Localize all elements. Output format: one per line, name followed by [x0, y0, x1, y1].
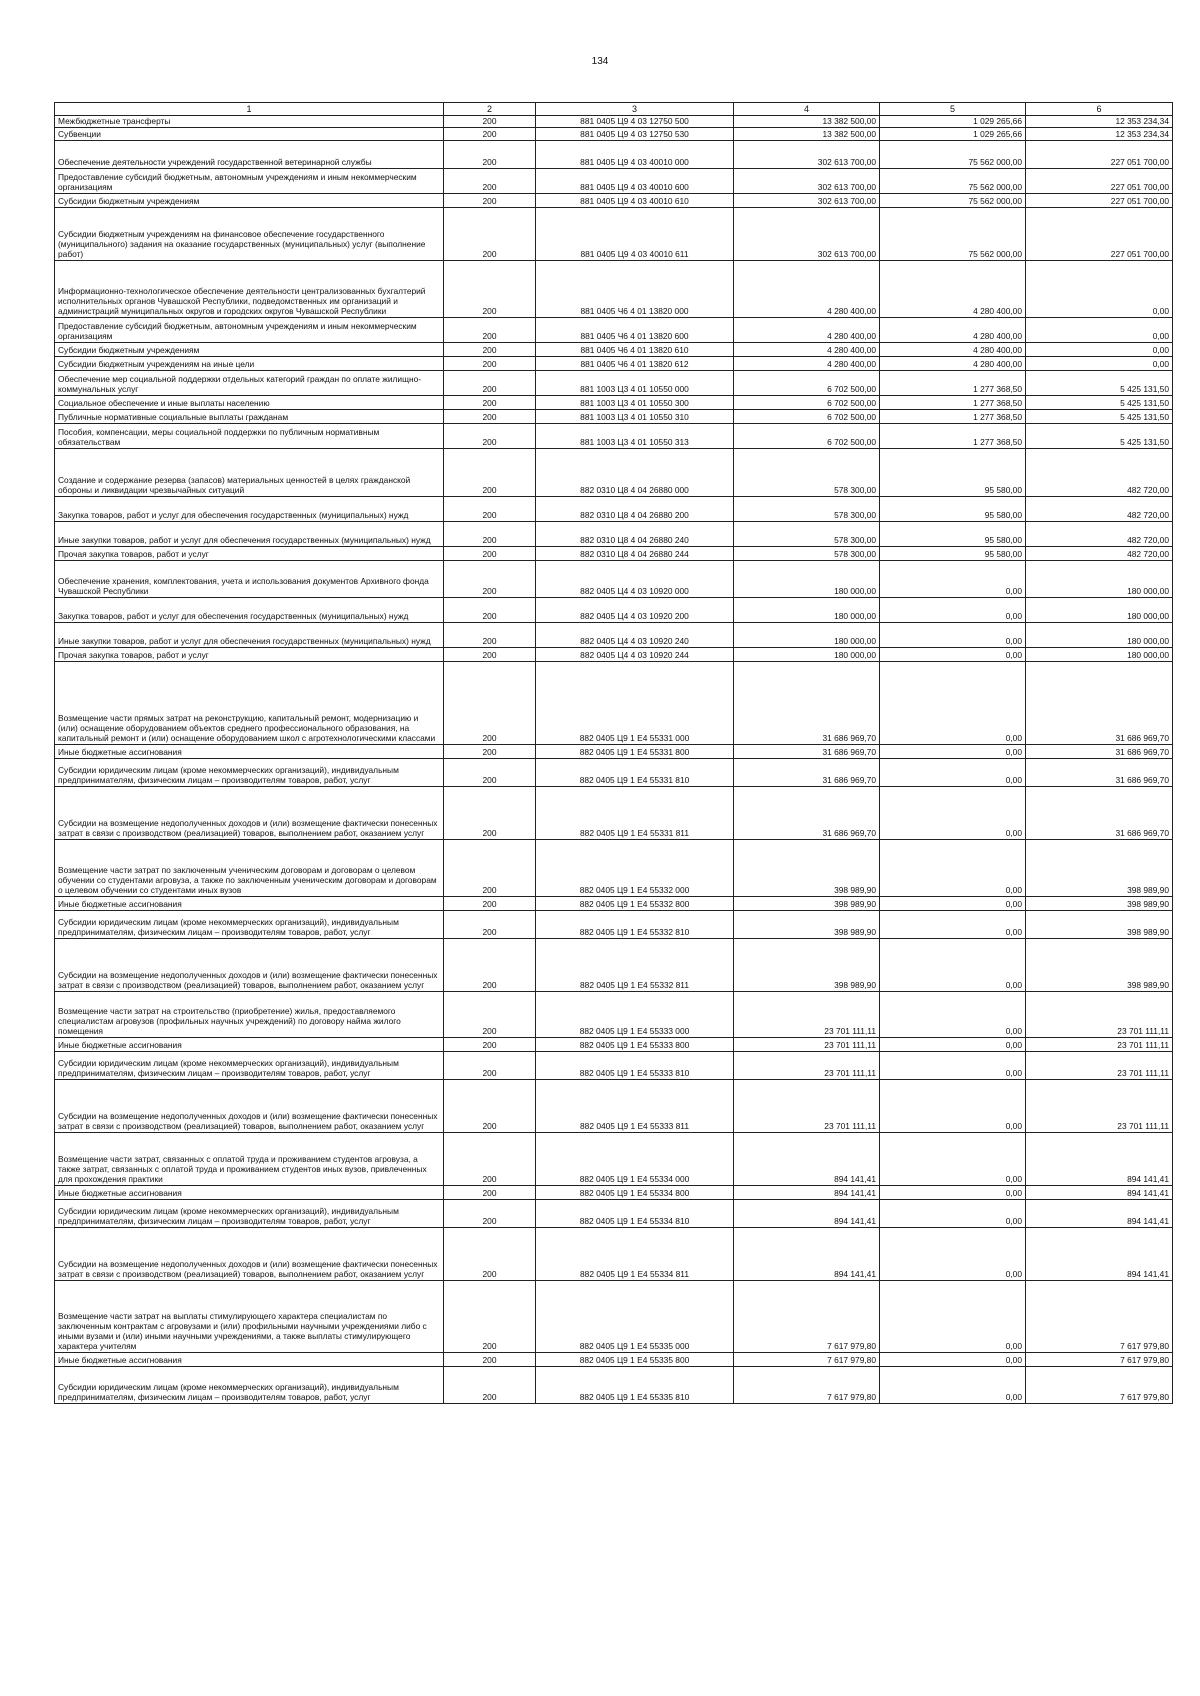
- budget-classification-code: 882 0405 Ц9 1 E4 55333 810: [536, 1052, 734, 1080]
- item-name: Субсидии на возмещение недополученных доходов и (или) возмещение фактически понесенных затрат в связи с производством (реализацией) товаров, выполнением работ, оказанием услуг: [55, 939, 444, 992]
- budget-classification-code: 881 1003 Ц3 4 01 10550 313: [536, 424, 734, 449]
- item-name: Прочая закупка товаров, работ и услуг: [55, 648, 444, 662]
- item-name: Субсидии юридическим лицам (кроме некоммерческих организаций), индивидуальным предпринимателям, физическим лицам – производителям товаров, работ, услуг: [55, 1052, 444, 1080]
- table-row: [55, 424, 1173, 449]
- budget-classification-code: 882 0310 Ц8 4 04 26880 000: [536, 449, 734, 497]
- approved-amount: 180 000,00: [734, 598, 880, 623]
- line-code: 200: [444, 1353, 536, 1367]
- budget-classification-code: 881 0405 Ц9 4 03 40010 611: [536, 208, 734, 261]
- unexecuted-amount: 894 141,41: [1026, 1133, 1173, 1186]
- table-row: [55, 318, 1173, 343]
- executed-amount: 4 280 400,00: [880, 261, 1026, 318]
- executed-amount: 0,00: [880, 992, 1026, 1038]
- budget-classification-code: 882 0405 Ц9 1 E4 55331 810: [536, 759, 734, 787]
- column-number: 2: [444, 103, 536, 116]
- unexecuted-amount: 482 720,00: [1026, 522, 1173, 547]
- approved-amount: 7 617 979,80: [734, 1281, 880, 1353]
- item-name: Возмещение части затрат по заключенным ученическим договорам и договорам о целевом обучении со студентами агровуза, а также по заключенным ученическим договорам и договорам о целевом обучении со студентами иных вузов: [55, 840, 444, 897]
- executed-amount: 0,00: [880, 1052, 1026, 1080]
- executed-amount: 0,00: [880, 911, 1026, 939]
- item-name: Субсидии юридическим лицам (кроме некоммерческих организаций), индивидуальным предпринимателям, физическим лицам – производителям товаров, работ, услуг: [55, 1367, 444, 1404]
- budget-classification-code: 882 0405 Ц4 4 03 10920 200: [536, 598, 734, 623]
- budget-classification-code: 882 0405 Ц9 1 E4 55333 811: [536, 1080, 734, 1133]
- item-name: Субсидии на возмещение недополученных доходов и (или) возмещение фактически понесенных затрат в связи с производством (реализацией) товаров, выполнением работ, оказанием услуг: [55, 1228, 444, 1281]
- unexecuted-amount: 23 701 111,11: [1026, 1038, 1173, 1052]
- executed-amount: 0,00: [880, 939, 1026, 992]
- item-name: Прочая закупка товаров, работ и услуг: [55, 547, 444, 561]
- unexecuted-amount: 894 141,41: [1026, 1228, 1173, 1281]
- table-row: [55, 648, 1173, 662]
- line-code: 200: [444, 410, 536, 424]
- executed-amount: 0,00: [880, 1367, 1026, 1404]
- budget-classification-code: 881 1003 Ц3 4 01 10550 000: [536, 371, 734, 396]
- line-code: 200: [444, 1200, 536, 1228]
- budget-classification-code: 882 0405 Ц9 1 E4 55334 810: [536, 1200, 734, 1228]
- item-name: Иные закупки товаров, работ и услуг для обеспечения государственных (муниципальных) нужд: [55, 522, 444, 547]
- executed-amount: 95 580,00: [880, 547, 1026, 561]
- table-row: [55, 1186, 1173, 1200]
- column-number: 6: [1026, 103, 1173, 116]
- executed-amount: 4 280 400,00: [880, 318, 1026, 343]
- table-row: [55, 128, 1173, 141]
- line-code: 200: [444, 1052, 536, 1080]
- item-name: Межбюджетные трансферты: [55, 116, 444, 128]
- approved-amount: 578 300,00: [734, 522, 880, 547]
- budget-classification-code: 881 1003 Ц3 4 01 10550 300: [536, 396, 734, 410]
- approved-amount: 894 141,41: [734, 1228, 880, 1281]
- column-number: 5: [880, 103, 1026, 116]
- approved-amount: 31 686 969,70: [734, 662, 880, 745]
- executed-amount: 75 562 000,00: [880, 141, 1026, 169]
- table-row: [55, 141, 1173, 169]
- approved-amount: 894 141,41: [734, 1200, 880, 1228]
- unexecuted-amount: 0,00: [1026, 343, 1173, 357]
- executed-amount: 0,00: [880, 598, 1026, 623]
- budget-classification-code: 882 0310 Ц8 4 04 26880 200: [536, 497, 734, 522]
- budget-classification-code: 882 0405 Ц9 1 E4 55332 800: [536, 897, 734, 911]
- budget-classification-code: 882 0310 Ц8 4 04 26880 240: [536, 522, 734, 547]
- executed-amount: 4 280 400,00: [880, 357, 1026, 371]
- item-name: Возмещение части прямых затрат на реконструкцию, капитальный ремонт, модернизацию и (или) оснащение оборудованием объектов среднего профессионального образования, на капитальный ремонт и (или) оснащение оборудованием школ с агротехнологическими классами: [55, 662, 444, 745]
- line-code: 200: [444, 449, 536, 497]
- budget-classification-code: 881 0405 Ч6 4 01 13820 000: [536, 261, 734, 318]
- table-row: [55, 371, 1173, 396]
- unexecuted-amount: 5 425 131,50: [1026, 410, 1173, 424]
- table-row: [55, 261, 1173, 318]
- line-code: 200: [444, 194, 536, 208]
- line-code: 200: [444, 911, 536, 939]
- item-name: Иные бюджетные ассигнования: [55, 897, 444, 911]
- line-code: 200: [444, 1367, 536, 1404]
- table-row: [55, 169, 1173, 194]
- executed-amount: 1 029 265,66: [880, 116, 1026, 128]
- unexecuted-amount: 482 720,00: [1026, 547, 1173, 561]
- item-name: Субсидии бюджетным учреждениям: [55, 194, 444, 208]
- line-code: 200: [444, 396, 536, 410]
- unexecuted-amount: 180 000,00: [1026, 598, 1173, 623]
- executed-amount: 1 277 368,50: [880, 424, 1026, 449]
- budget-classification-code: 881 0405 Ч6 4 01 13820 610: [536, 343, 734, 357]
- item-name: Возмещение части затрат на строительство (приобретение) жилья, предоставляемого специалистам агровузов (профильных научных учреждений) по договору найма жилого помещения: [55, 992, 444, 1038]
- line-code: 200: [444, 648, 536, 662]
- executed-amount: 0,00: [880, 840, 1026, 897]
- table-row: [55, 208, 1173, 261]
- unexecuted-amount: 23 701 111,11: [1026, 1052, 1173, 1080]
- budget-classification-code: 882 0405 Ц4 4 03 10920 240: [536, 623, 734, 648]
- line-code: 200: [444, 623, 536, 648]
- item-name: Субсидии на возмещение недополученных доходов и (или) возмещение фактически понесенных затрат в связи с производством (реализацией) товаров, выполнением работ, оказанием услуг: [55, 1080, 444, 1133]
- line-code: 200: [444, 424, 536, 449]
- item-name: Предоставление субсидий бюджетным, автономным учреждениям и иным некоммерческим организациям: [55, 169, 444, 194]
- executed-amount: 0,00: [880, 1080, 1026, 1133]
- line-code: 200: [444, 598, 536, 623]
- approved-amount: 7 617 979,80: [734, 1353, 880, 1367]
- line-code: 200: [444, 787, 536, 840]
- item-name: Субвенции: [55, 128, 444, 141]
- unexecuted-amount: 7 617 979,80: [1026, 1353, 1173, 1367]
- executed-amount: 0,00: [880, 648, 1026, 662]
- executed-amount: 95 580,00: [880, 497, 1026, 522]
- item-name: Обеспечение хранения, комплектования, учета и использования документов Архивного фонда Чувашской Республики: [55, 561, 444, 598]
- column-number: 3: [536, 103, 734, 116]
- unexecuted-amount: 482 720,00: [1026, 449, 1173, 497]
- executed-amount: 1 277 368,50: [880, 410, 1026, 424]
- approved-amount: 31 686 969,70: [734, 745, 880, 759]
- item-name: Иные бюджетные ассигнования: [55, 745, 444, 759]
- table-row: [55, 547, 1173, 561]
- item-name: Иные бюджетные ассигнования: [55, 1038, 444, 1052]
- table-row: [55, 662, 1173, 745]
- line-code: 200: [444, 169, 536, 194]
- table-row: [55, 497, 1173, 522]
- executed-amount: 0,00: [880, 1186, 1026, 1200]
- approved-amount: 4 280 400,00: [734, 261, 880, 318]
- table-row: [55, 911, 1173, 939]
- line-code: 200: [444, 992, 536, 1038]
- line-code: 200: [444, 1281, 536, 1353]
- executed-amount: 0,00: [880, 1038, 1026, 1052]
- unexecuted-amount: 5 425 131,50: [1026, 424, 1173, 449]
- budget-classification-code: 882 0405 Ц9 1 E4 55331 811: [536, 787, 734, 840]
- budget-classification-code: 881 0405 Ч6 4 01 13820 612: [536, 357, 734, 371]
- table-row: [55, 1133, 1173, 1186]
- table-row: [55, 194, 1173, 208]
- executed-amount: 4 280 400,00: [880, 343, 1026, 357]
- approved-amount: 398 989,90: [734, 939, 880, 992]
- item-name: Социальное обеспечение и иные выплаты населению: [55, 396, 444, 410]
- approved-amount: 894 141,41: [734, 1186, 880, 1200]
- table-row: [55, 449, 1173, 497]
- item-name: Субсидии на возмещение недополученных доходов и (или) возмещение фактически понесенных затрат в связи с производством (реализацией) товаров, выполнением работ, оказанием услуг: [55, 787, 444, 840]
- item-name: Возмещение части затрат, связанных с оплатой труда и проживанием студентов агровуза, а также затрат, связанных с оплатой труда и проживанием студентов иных вузов, привлеченных для прохождения практики: [55, 1133, 444, 1186]
- line-code: 200: [444, 1186, 536, 1200]
- table-row: [55, 598, 1173, 623]
- line-code: 200: [444, 662, 536, 745]
- table-row: [55, 522, 1173, 547]
- executed-amount: 0,00: [880, 759, 1026, 787]
- budget-classification-code: 882 0405 Ц9 1 E4 55335 000: [536, 1281, 734, 1353]
- executed-amount: 1 277 368,50: [880, 371, 1026, 396]
- budget-classification-code: 881 1003 Ц3 4 01 10550 310: [536, 410, 734, 424]
- unexecuted-amount: 180 000,00: [1026, 623, 1173, 648]
- approved-amount: 398 989,90: [734, 897, 880, 911]
- line-code: 200: [444, 208, 536, 261]
- executed-amount: 75 562 000,00: [880, 208, 1026, 261]
- column-number: 4: [734, 103, 880, 116]
- executed-amount: 0,00: [880, 787, 1026, 840]
- approved-amount: 578 300,00: [734, 547, 880, 561]
- unexecuted-amount: 482 720,00: [1026, 497, 1173, 522]
- executed-amount: 0,00: [880, 897, 1026, 911]
- executed-amount: 0,00: [880, 1281, 1026, 1353]
- budget-classification-code: 881 0405 Ц9 4 03 40010 600: [536, 169, 734, 194]
- budget-classification-code: 881 0405 Ч6 4 01 13820 600: [536, 318, 734, 343]
- budget-classification-code: 882 0405 Ц9 1 E4 55331 000: [536, 662, 734, 745]
- unexecuted-amount: 894 141,41: [1026, 1200, 1173, 1228]
- budget-classification-code: 882 0310 Ц8 4 04 26880 244: [536, 547, 734, 561]
- line-code: 200: [444, 357, 536, 371]
- executed-amount: 0,00: [880, 1133, 1026, 1186]
- unexecuted-amount: 5 425 131,50: [1026, 396, 1173, 410]
- table-row: [55, 1038, 1173, 1052]
- executed-amount: 75 562 000,00: [880, 194, 1026, 208]
- table-row: [55, 1353, 1173, 1367]
- approved-amount: 4 280 400,00: [734, 343, 880, 357]
- budget-classification-code: 882 0405 Ц9 1 E4 55332 810: [536, 911, 734, 939]
- line-code: 200: [444, 116, 536, 128]
- line-code: 200: [444, 547, 536, 561]
- item-name: Информационно-технологическое обеспечение деятельности централизованных бухгалтерий исполнительных органов Чувашской Республики, подведомственных им организаций и администраций муниципальных округов и городских округов Чувашской Республики: [55, 261, 444, 318]
- unexecuted-amount: 398 989,90: [1026, 911, 1173, 939]
- budget-classification-code: 882 0405 Ц9 1 E4 55333 000: [536, 992, 734, 1038]
- unexecuted-amount: 12 353 234,34: [1026, 128, 1173, 141]
- approved-amount: 302 613 700,00: [734, 208, 880, 261]
- unexecuted-amount: 23 701 111,11: [1026, 992, 1173, 1038]
- column-number-row: [55, 103, 1173, 116]
- approved-amount: 4 280 400,00: [734, 318, 880, 343]
- unexecuted-amount: 23 701 111,11: [1026, 1080, 1173, 1133]
- table-row: [55, 410, 1173, 424]
- line-code: 200: [444, 343, 536, 357]
- table-row: [55, 1052, 1173, 1080]
- executed-amount: 0,00: [880, 623, 1026, 648]
- approved-amount: 7 617 979,80: [734, 1367, 880, 1404]
- unexecuted-amount: 180 000,00: [1026, 648, 1173, 662]
- table-row: [55, 897, 1173, 911]
- line-code: 200: [444, 141, 536, 169]
- item-name: Иные бюджетные ассигнования: [55, 1353, 444, 1367]
- table-row: [55, 396, 1173, 410]
- item-name: Субсидии юридическим лицам (кроме некоммерческих организаций), индивидуальным предпринимателям, физическим лицам – производителям товаров, работ, услуг: [55, 759, 444, 787]
- approved-amount: 13 382 500,00: [734, 128, 880, 141]
- line-code: 200: [444, 261, 536, 318]
- line-code: 200: [444, 318, 536, 343]
- table-row: [55, 116, 1173, 128]
- approved-amount: 4 280 400,00: [734, 357, 880, 371]
- approved-amount: 180 000,00: [734, 648, 880, 662]
- budget-classification-code: 881 0405 Ц9 4 03 12750 530: [536, 128, 734, 141]
- budget-classification-code: 881 0405 Ц9 4 03 40010 610: [536, 194, 734, 208]
- line-code: 200: [444, 840, 536, 897]
- approved-amount: 180 000,00: [734, 561, 880, 598]
- approved-amount: 31 686 969,70: [734, 787, 880, 840]
- executed-amount: 1 277 368,50: [880, 396, 1026, 410]
- approved-amount: 894 141,41: [734, 1133, 880, 1186]
- line-code: 200: [444, 1228, 536, 1281]
- budget-classification-code: 882 0405 Ц9 1 E4 55331 800: [536, 745, 734, 759]
- line-code: 200: [444, 497, 536, 522]
- line-code: 200: [444, 745, 536, 759]
- budget-classification-code: 882 0405 Ц9 1 E4 55335 800: [536, 1353, 734, 1367]
- unexecuted-amount: 180 000,00: [1026, 561, 1173, 598]
- item-name: Создание и содержание резерва (запасов) материальных ценностей в целях гражданской обороны и ликвидации чрезвычайных ситуаций: [55, 449, 444, 497]
- approved-amount: 302 613 700,00: [734, 169, 880, 194]
- executed-amount: 0,00: [880, 561, 1026, 598]
- budget-classification-code: 882 0405 Ц4 4 03 10920 000: [536, 561, 734, 598]
- unexecuted-amount: 398 989,90: [1026, 840, 1173, 897]
- unexecuted-amount: 31 686 969,70: [1026, 745, 1173, 759]
- page-number: 134: [591, 56, 609, 67]
- approved-amount: 578 300,00: [734, 497, 880, 522]
- table-row: [55, 1228, 1173, 1281]
- executed-amount: 75 562 000,00: [880, 169, 1026, 194]
- item-name: Субсидии бюджетным учреждениям: [55, 343, 444, 357]
- executed-amount: 0,00: [880, 745, 1026, 759]
- line-code: 200: [444, 759, 536, 787]
- table-row: [55, 1080, 1173, 1133]
- executed-amount: 1 029 265,66: [880, 128, 1026, 141]
- item-name: Обеспечение мер социальной поддержки отдельных категорий граждан по оплате жилищно-коммунальных услуг: [55, 371, 444, 396]
- line-code: 200: [444, 561, 536, 598]
- approved-amount: 6 702 500,00: [734, 396, 880, 410]
- approved-amount: 6 702 500,00: [734, 371, 880, 396]
- table-row: [55, 745, 1173, 759]
- executed-amount: 95 580,00: [880, 522, 1026, 547]
- table-row: [55, 357, 1173, 371]
- budget-classification-code: 882 0405 Ц9 1 E4 55332 000: [536, 840, 734, 897]
- table-row: [55, 992, 1173, 1038]
- executed-amount: 95 580,00: [880, 449, 1026, 497]
- unexecuted-amount: 227 051 700,00: [1026, 194, 1173, 208]
- unexecuted-amount: 227 051 700,00: [1026, 208, 1173, 261]
- approved-amount: 13 382 500,00: [734, 116, 880, 128]
- item-name: Субсидии бюджетным учреждениям на финансовое обеспечение государственного (муниципального) задания на оказание государственных (муниципальных) услуг (выполнение работ): [55, 208, 444, 261]
- approved-amount: 180 000,00: [734, 623, 880, 648]
- column-number: 1: [55, 103, 444, 116]
- table-row: [55, 343, 1173, 357]
- line-code: 200: [444, 1038, 536, 1052]
- unexecuted-amount: 227 051 700,00: [1026, 141, 1173, 169]
- table-row: [55, 561, 1173, 598]
- table-row: [55, 759, 1173, 787]
- budget-classification-code: 882 0405 Ц9 1 E4 55333 800: [536, 1038, 734, 1052]
- unexecuted-amount: 31 686 969,70: [1026, 662, 1173, 745]
- table-row: [55, 1367, 1173, 1404]
- approved-amount: 398 989,90: [734, 911, 880, 939]
- unexecuted-amount: 894 141,41: [1026, 1186, 1173, 1200]
- item-name: Закупка товаров, работ и услуг для обеспечения государственных (муниципальных) нужд: [55, 497, 444, 522]
- approved-amount: 578 300,00: [734, 449, 880, 497]
- budget-classification-code: 882 0405 Ц9 1 E4 55335 810: [536, 1367, 734, 1404]
- approved-amount: 23 701 111,11: [734, 1080, 880, 1133]
- item-name: Возмещение части затрат на выплаты стимулирующего характера специалистам по заключенным контрактам с агровузами и (или) профильными научными учреждениями либо с иными вузами и (или) иными научными учреждениями, а также выплаты стимулирующего характера учителям: [55, 1281, 444, 1353]
- line-code: 200: [444, 371, 536, 396]
- budget-execution-table: [54, 102, 1173, 1404]
- table-row: [55, 787, 1173, 840]
- approved-amount: 6 702 500,00: [734, 424, 880, 449]
- executed-amount: 0,00: [880, 1200, 1026, 1228]
- unexecuted-amount: 0,00: [1026, 261, 1173, 318]
- executed-amount: 0,00: [880, 1228, 1026, 1281]
- line-code: 200: [444, 522, 536, 547]
- unexecuted-amount: 0,00: [1026, 318, 1173, 343]
- unexecuted-amount: 0,00: [1026, 357, 1173, 371]
- budget-classification-code: 882 0405 Ц4 4 03 10920 244: [536, 648, 734, 662]
- approved-amount: 23 701 111,11: [734, 992, 880, 1038]
- unexecuted-amount: 7 617 979,80: [1026, 1281, 1173, 1353]
- line-code: 200: [444, 897, 536, 911]
- approved-amount: 302 613 700,00: [734, 194, 880, 208]
- item-name: Субсидии юридическим лицам (кроме некоммерческих организаций), индивидуальным предпринимателям, физическим лицам – производителям товаров, работ, услуг: [55, 911, 444, 939]
- item-name: Обеспечение деятельности учреждений государственной ветеринарной службы: [55, 141, 444, 169]
- table-row: [55, 1200, 1173, 1228]
- approved-amount: 23 701 111,11: [734, 1038, 880, 1052]
- table-row: [55, 1281, 1173, 1353]
- budget-classification-code: 881 0405 Ц9 4 03 40010 000: [536, 141, 734, 169]
- approved-amount: 302 613 700,00: [734, 141, 880, 169]
- unexecuted-amount: 7 617 979,80: [1026, 1367, 1173, 1404]
- unexecuted-amount: 31 686 969,70: [1026, 759, 1173, 787]
- item-name: Предоставление субсидий бюджетным, автономным учреждениям и иным некоммерческим организациям: [55, 318, 444, 343]
- approved-amount: 6 702 500,00: [734, 410, 880, 424]
- budget-classification-code: 882 0405 Ц9 1 E4 55334 000: [536, 1133, 734, 1186]
- line-code: 200: [444, 939, 536, 992]
- table-row: [55, 939, 1173, 992]
- unexecuted-amount: 5 425 131,50: [1026, 371, 1173, 396]
- unexecuted-amount: 398 989,90: [1026, 939, 1173, 992]
- budget-classification-code: 881 0405 Ц9 4 03 12750 500: [536, 116, 734, 128]
- unexecuted-amount: 12 353 234,34: [1026, 116, 1173, 128]
- item-name: Публичные нормативные социальные выплаты гражданам: [55, 410, 444, 424]
- table-row: [55, 623, 1173, 648]
- approved-amount: 398 989,90: [734, 840, 880, 897]
- approved-amount: 23 701 111,11: [734, 1052, 880, 1080]
- item-name: Пособия, компенсации, меры социальной поддержки по публичным нормативным обязательствам: [55, 424, 444, 449]
- executed-amount: 0,00: [880, 1353, 1026, 1367]
- line-code: 200: [444, 1133, 536, 1186]
- approved-amount: 31 686 969,70: [734, 759, 880, 787]
- item-name: Иные закупки товаров, работ и услуг для обеспечения государственных (муниципальных) нужд: [55, 623, 444, 648]
- budget-classification-code: 882 0405 Ц9 1 E4 55332 811: [536, 939, 734, 992]
- unexecuted-amount: 31 686 969,70: [1026, 787, 1173, 840]
- unexecuted-amount: 227 051 700,00: [1026, 169, 1173, 194]
- table-row: [55, 840, 1173, 897]
- budget-classification-code: 882 0405 Ц9 1 E4 55334 800: [536, 1186, 734, 1200]
- unexecuted-amount: 398 989,90: [1026, 897, 1173, 911]
- line-code: 200: [444, 1080, 536, 1133]
- line-code: 200: [444, 128, 536, 141]
- budget-classification-code: 882 0405 Ц9 1 E4 55334 811: [536, 1228, 734, 1281]
- item-name: Субсидии бюджетным учреждениям на иные цели: [55, 357, 444, 371]
- item-name: Закупка товаров, работ и услуг для обеспечения государственных (муниципальных) нужд: [55, 598, 444, 623]
- item-name: Субсидии юридическим лицам (кроме некоммерческих организаций), индивидуальным предпринимателям, физическим лицам – производителям товаров, работ, услуг: [55, 1200, 444, 1228]
- item-name: Иные бюджетные ассигнования: [55, 1186, 444, 1200]
- executed-amount: 0,00: [880, 662, 1026, 745]
